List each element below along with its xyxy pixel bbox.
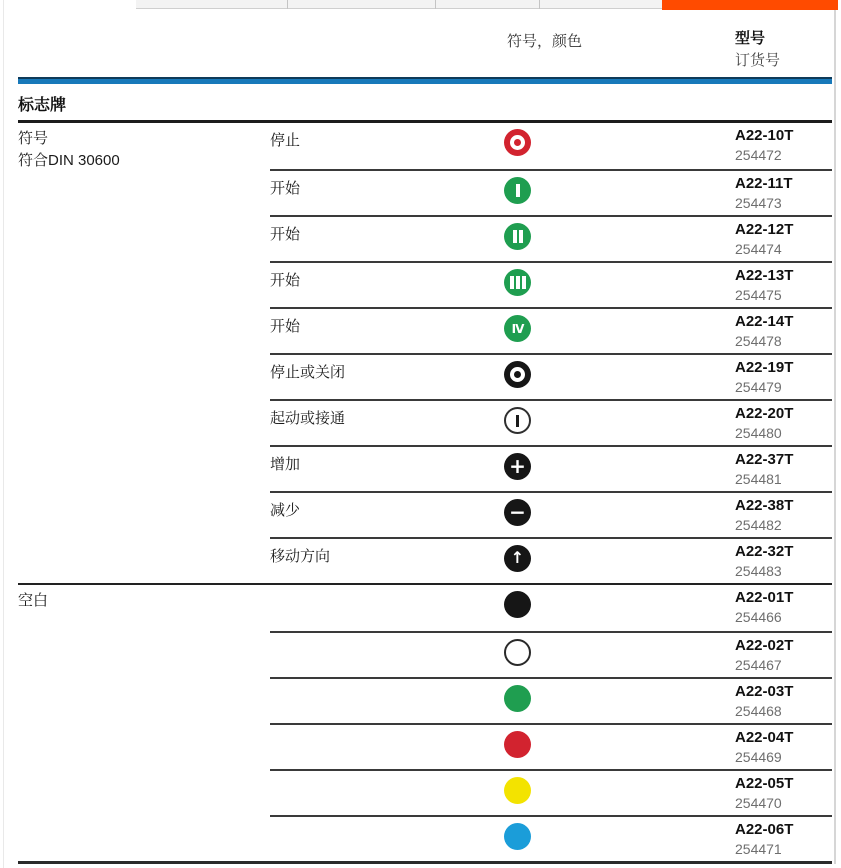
symbol-cell xyxy=(435,451,600,491)
description-cell: 减少 xyxy=(270,502,301,519)
start-iii-green-icon xyxy=(504,269,531,296)
minus-black-icon xyxy=(504,499,531,526)
blank-blue-icon xyxy=(504,823,531,850)
model-cell xyxy=(600,451,832,491)
section-title: 标志牌 xyxy=(18,84,832,123)
order-number: 254466 xyxy=(735,609,782,626)
model-number: A22-12T xyxy=(735,221,794,238)
model-number: A22-10T xyxy=(735,127,794,144)
order-number: 254478 xyxy=(735,333,782,350)
symbol-cell xyxy=(435,821,600,861)
symbol-cell xyxy=(435,497,600,537)
order-number: 254472 xyxy=(735,147,782,164)
description-cell: 增加 xyxy=(270,456,301,473)
group-label-line2: 符合DIN 30600 xyxy=(18,151,120,169)
group-label xyxy=(18,585,270,861)
order-number: 254470 xyxy=(735,795,782,812)
model-cell xyxy=(600,313,832,353)
on-outline-icon xyxy=(504,407,531,434)
table-group xyxy=(18,123,832,583)
bar-shape xyxy=(516,415,519,427)
model-cell xyxy=(600,175,832,215)
symbol-cell xyxy=(435,775,600,815)
start-ii-green-icon xyxy=(504,223,531,250)
order-number: 254468 xyxy=(735,703,782,720)
order-number: 254482 xyxy=(735,517,782,534)
catalog-page xyxy=(18,0,832,864)
description-cell xyxy=(270,683,435,723)
table-row xyxy=(270,169,832,215)
table-row xyxy=(270,537,832,583)
order-number: 254481 xyxy=(735,471,782,488)
description-cell: 开始 xyxy=(270,226,301,243)
order-number: 254480 xyxy=(735,425,782,442)
column-header-model: 型号 xyxy=(735,30,766,47)
model-cell xyxy=(600,127,832,169)
ring-shape xyxy=(510,135,525,150)
order-number: 254474 xyxy=(735,241,782,258)
symbol-cell xyxy=(435,175,600,215)
model-number: A22-32T xyxy=(735,543,794,560)
blank-white-icon xyxy=(504,639,531,666)
symbol-cell xyxy=(435,127,600,169)
ring-shape xyxy=(510,367,525,382)
order-number: 254479 xyxy=(735,379,782,396)
order-number: 254483 xyxy=(735,563,782,580)
start-i-green-icon xyxy=(504,177,531,204)
symbol-cell xyxy=(435,589,600,631)
description-cell: 开始 xyxy=(270,318,301,335)
table-row xyxy=(270,815,832,861)
table-row xyxy=(270,445,832,491)
description-cell xyxy=(270,589,435,631)
description-cell: 停止 xyxy=(270,132,301,149)
model-number: A22-04T xyxy=(735,729,794,746)
column-header-order-number: 订货号 xyxy=(735,52,781,69)
model-cell xyxy=(600,729,832,769)
model-number: A22-14T xyxy=(735,313,794,330)
stop-ring-black-icon xyxy=(504,361,531,388)
table-row xyxy=(270,769,832,815)
group-label-line1: 符号 xyxy=(18,130,49,147)
bar-shape xyxy=(519,230,523,243)
header-accent-bar xyxy=(18,77,832,84)
symbol-cell xyxy=(435,683,600,723)
symbol-cell xyxy=(435,267,600,307)
start-iv-green-icon xyxy=(504,315,531,342)
label-plate-table xyxy=(18,123,832,864)
model-number: A22-38T xyxy=(735,497,794,514)
symbol-cell xyxy=(435,729,600,769)
model-cell xyxy=(600,497,832,537)
column-header-symbol-color: 符号，颜色 xyxy=(507,33,583,50)
table-row xyxy=(270,491,832,537)
model-cell xyxy=(600,637,832,677)
model-number: A22-37T xyxy=(735,451,794,468)
model-cell xyxy=(600,683,832,723)
description-cell xyxy=(270,775,435,815)
table-row xyxy=(270,215,832,261)
model-number: A22-20T xyxy=(735,405,794,422)
description-cell: 停止或关闭 xyxy=(270,364,346,381)
blank-green-icon xyxy=(504,685,531,712)
symbol-cell xyxy=(435,405,600,445)
bar-shape xyxy=(522,276,526,289)
symbol-cell xyxy=(435,543,600,583)
model-cell xyxy=(600,359,832,399)
symbol-cell xyxy=(435,313,600,353)
page-right-edge xyxy=(834,8,836,864)
arrow-up-black-icon xyxy=(504,545,531,572)
group-label xyxy=(18,123,270,583)
plus-black-icon xyxy=(504,453,531,480)
description-cell: 移动方向 xyxy=(270,548,331,565)
model-cell xyxy=(600,221,832,261)
model-number: A22-06T xyxy=(735,821,794,838)
table-group xyxy=(18,583,832,861)
group-label-line1: 空白 xyxy=(18,592,49,609)
symbol-cell xyxy=(435,359,600,399)
table-row xyxy=(270,723,832,769)
page-left-edge xyxy=(3,0,4,868)
table-row xyxy=(270,261,832,307)
symbol-glyph: ↑ xyxy=(510,548,525,567)
symbol-cell xyxy=(435,637,600,677)
table-header xyxy=(18,0,832,77)
model-cell xyxy=(600,267,832,307)
description-cell: 开始 xyxy=(270,272,301,289)
order-number: 254471 xyxy=(735,841,782,858)
model-cell xyxy=(600,821,832,861)
stop-ring-red-icon xyxy=(504,129,531,156)
order-number: 254475 xyxy=(735,287,782,304)
table-row xyxy=(270,353,832,399)
order-number: 254467 xyxy=(735,657,782,674)
blank-black-icon xyxy=(504,591,531,618)
symbol-text: IV xyxy=(511,321,524,336)
bar-shape xyxy=(516,276,520,289)
description-cell: 起动或接通 xyxy=(270,410,346,427)
model-number: A22-02T xyxy=(735,637,794,654)
blank-yellow-icon xyxy=(504,777,531,804)
description-cell: 开始 xyxy=(270,180,301,197)
symbol-cell xyxy=(435,221,600,261)
model-number: A22-05T xyxy=(735,775,794,792)
bar-shape xyxy=(510,276,514,289)
bar-shape xyxy=(513,230,517,243)
bar-shape xyxy=(516,184,520,197)
symbol-glyph: − xyxy=(509,499,526,524)
description-cell xyxy=(270,729,435,769)
description-cell xyxy=(270,821,435,861)
model-number: A22-13T xyxy=(735,267,794,284)
table-row xyxy=(270,307,832,353)
symbol-glyph: + xyxy=(509,453,526,478)
model-number: A22-19T xyxy=(735,359,794,376)
group-rows xyxy=(270,585,832,861)
table-row xyxy=(270,123,832,169)
model-number: A22-01T xyxy=(735,589,794,606)
blank-red-icon xyxy=(504,731,531,758)
table-row xyxy=(270,631,832,677)
order-number: 254473 xyxy=(735,195,782,212)
model-cell xyxy=(600,775,832,815)
description-cell xyxy=(270,637,435,677)
order-number: 254469 xyxy=(735,749,782,766)
model-cell xyxy=(600,543,832,583)
table-row xyxy=(270,585,832,631)
table-row xyxy=(270,677,832,723)
model-number: A22-03T xyxy=(735,683,794,700)
group-rows xyxy=(270,123,832,583)
table-row xyxy=(270,399,832,445)
model-cell xyxy=(600,589,832,631)
model-number: A22-11T xyxy=(735,175,793,192)
model-cell xyxy=(600,405,832,445)
